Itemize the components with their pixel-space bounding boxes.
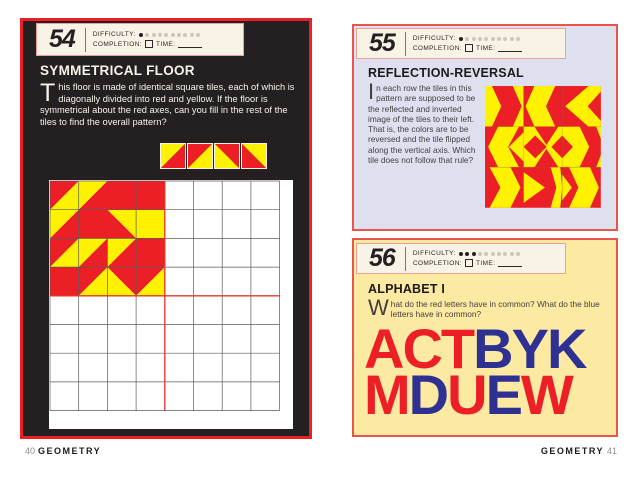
letter-e: E	[485, 363, 521, 426]
letter-a: A	[364, 317, 403, 380]
header-divider	[405, 247, 406, 271]
difficulty-dot-filled	[139, 33, 143, 37]
header-divider	[85, 28, 86, 52]
reflection-pattern-diagram	[485, 86, 601, 213]
alphabet-letters	[364, 317, 614, 426]
difficulty-dot-empty	[177, 33, 181, 37]
body-text: hat do the red letters have in common? What do the blue letters have in common?	[390, 299, 600, 320]
header-divider	[405, 32, 406, 56]
difficulty-label: DIFFICULTY:	[412, 250, 456, 257]
page-number: 41	[606, 446, 617, 456]
time-blank-line	[178, 41, 202, 48]
left-page-footer	[25, 446, 104, 456]
difficulty-dot-empty	[503, 37, 507, 41]
puzzle-56-header	[356, 243, 566, 274]
section-label: GEOMETRY	[38, 446, 102, 456]
puzzle-54-header	[36, 23, 244, 56]
puzzle-54-body	[40, 79, 295, 128]
difficulty-label: DIFFICULTY:	[92, 31, 136, 38]
difficulty-dot-empty	[152, 33, 156, 37]
time-label: TIME:	[476, 259, 496, 267]
dropcap: T	[40, 79, 56, 107]
difficulty-dot-empty	[503, 252, 507, 256]
difficulty-dot-empty	[190, 33, 194, 37]
time-label: TIME:	[156, 40, 176, 48]
puzzle-55-header	[356, 28, 566, 59]
difficulty-dot-filled	[465, 252, 469, 256]
difficulty-dot-empty	[491, 37, 495, 41]
difficulty-dot-empty	[145, 33, 149, 37]
puzzle-55-body	[368, 79, 481, 166]
difficulty-label: DIFFICULTY:	[412, 35, 456, 42]
difficulty-dot-filled	[472, 252, 476, 256]
puzzle-56-title: ALPHABET I	[368, 282, 445, 296]
letter-c: C	[402, 317, 441, 380]
difficulty-dot-empty	[158, 33, 162, 37]
difficulty-dot-empty	[497, 252, 501, 256]
completion-checkbox	[145, 40, 153, 48]
difficulty-dot-empty	[497, 37, 501, 41]
difficulty-dot-empty	[478, 37, 482, 41]
dropcap: I	[368, 79, 375, 104]
letter-d: D	[408, 363, 448, 426]
floor-grid-diagram	[49, 180, 293, 434]
body-text: his floor is made of identical square tiles, each of which is diagonally divided into red and yellow. If the floor is symmetrical about the red axes, can you fill in the rest of the tiles to find the overall pattern?	[40, 82, 295, 127]
difficulty-dot-empty	[472, 37, 476, 41]
completion-label: COMPLETION:	[412, 44, 462, 52]
time-blank-line	[498, 260, 522, 267]
puzzle-number: 56	[369, 244, 395, 272]
letter-u: U	[447, 363, 486, 426]
letter-b: B	[473, 317, 512, 380]
difficulty-dot-empty	[516, 252, 520, 256]
difficulty-dot-empty	[484, 252, 488, 256]
difficulty-dot-empty	[491, 252, 495, 256]
difficulty-dot-empty	[465, 37, 469, 41]
difficulty-dot-filled	[459, 252, 463, 256]
dropcap: W	[368, 295, 389, 320]
difficulty-dot-empty	[183, 33, 187, 37]
difficulty-dot-empty	[171, 33, 175, 37]
puzzle-55-panel	[352, 24, 618, 231]
body-text: n each row the tiles in this pattern are supposed to be the reflected and inverted image of the tiles to their left. That is, the colors are to be reversed and the tile flipped along the vertical axis. Which tile does not follow that rule?	[368, 83, 476, 166]
right-page-footer	[538, 446, 617, 456]
completion-label: COMPLETION:	[92, 40, 142, 48]
completion-checkbox	[465, 259, 473, 267]
time-label: TIME:	[476, 44, 496, 52]
difficulty-dot-empty	[196, 33, 200, 37]
section-label: GEOMETRY	[540, 446, 604, 456]
puzzle-54-title: SYMMETRICAL FLOOR	[40, 63, 195, 78]
difficulty-dot-empty	[510, 37, 514, 41]
letter-t: T	[440, 317, 474, 380]
sample-tiles-strip	[160, 143, 268, 174]
time-blank-line	[498, 45, 522, 52]
difficulty-dot-empty	[484, 37, 488, 41]
difficulty-dot-empty	[510, 252, 514, 256]
difficulty-dots	[459, 252, 521, 256]
difficulty-dot-empty	[516, 37, 520, 41]
difficulty-dot-empty	[478, 252, 482, 256]
puzzle-number: 55	[369, 29, 395, 57]
letter-y: Y	[511, 317, 547, 380]
letter-m: M	[364, 363, 409, 426]
difficulty-dots	[139, 33, 201, 37]
puzzle-56-panel	[352, 238, 618, 437]
left-page	[20, 18, 312, 439]
completion-checkbox	[465, 44, 473, 52]
completion-label: COMPLETION:	[412, 259, 462, 267]
puzzle-number: 54	[49, 25, 75, 53]
difficulty-dots	[459, 37, 521, 41]
page-number: 40	[25, 446, 36, 456]
difficulty-dot-filled	[459, 37, 463, 41]
letter-k: K	[546, 317, 586, 380]
letter-w: W	[520, 363, 572, 426]
difficulty-dot-empty	[164, 33, 168, 37]
puzzle-55-title: REFLECTION-REVERSAL	[368, 66, 524, 80]
